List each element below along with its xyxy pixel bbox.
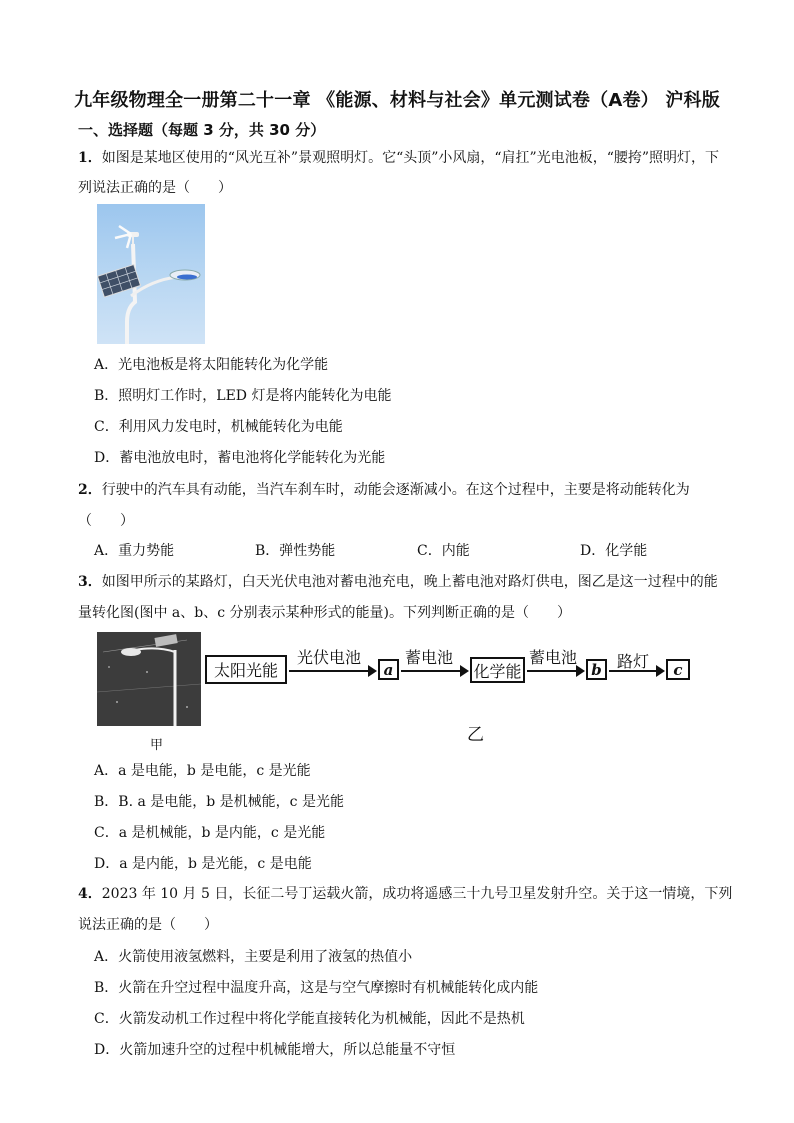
flow-box-chemical-energy: 化学能 <box>470 657 525 683</box>
question-text: 如图是某地区使用的“风光互补”景观照明灯。它“头顶”小风扇，“肩扛”光电池板，“腰挎”照明灯，下 <box>101 150 720 166</box>
flow-box-a: a <box>378 659 399 680</box>
page-title: 九年级物理全一册第二十一章 《能源、材料与社会》单元测试卷（A卷） 沪科版 <box>74 90 720 111</box>
flow-label-battery-1: 蓄电池 <box>405 648 454 667</box>
street-lamp-photo <box>97 632 201 726</box>
q1-option-d: D．蓄电池放电时，蓄电池将化学能转化为光能 <box>94 450 386 466</box>
flow-label-pv-cell: 光伏电池 <box>297 648 362 667</box>
question-2-stem-cont: （ ） <box>78 513 134 529</box>
flow-box-c: c <box>666 659 690 680</box>
flow-arrow-2 <box>401 670 467 672</box>
question-3-stem-cont: 量转化图(图中 a、b、c 分别表示某种形式的能量)。下列判断正确的是（ ） <box>78 605 571 621</box>
q2-option-c: C．内能 <box>417 543 470 559</box>
q4-option-a: A．火箭使用液氢燃料，主要是利用了液氢的热值小 <box>94 949 413 965</box>
question-number: 2． <box>78 482 102 498</box>
flow-label-street-lamp: 路灯 <box>617 652 650 671</box>
q4-option-d: D．火箭加速升空的过程中机械能增大，所以总能量不守恒 <box>94 1042 456 1058</box>
question-1-stem <box>78 147 719 167</box>
question-4-stem <box>78 883 732 903</box>
section-heading: 一、选择题（每题 3 分，共 30 分） <box>78 121 326 139</box>
q2-option-a: A．重力势能 <box>94 543 175 559</box>
q4-option-c: C．火箭发动机工作过程中将化学能直接转化为机械能，因此不是热机 <box>94 1011 525 1027</box>
flow-box-b: b <box>586 659 607 680</box>
flow-box-solar-light: 太阳光能 <box>205 655 287 684</box>
flow-arrow-1 <box>289 670 375 672</box>
energy-flow-diagram <box>205 640 695 700</box>
flow-label-battery-2: 蓄电池 <box>529 648 578 667</box>
question-1-stem-cont: 列说法正确的是（ ） <box>78 180 232 196</box>
figure-yi-caption: 乙 <box>467 725 484 745</box>
question-text: 2023 年 10 月 5 日，长征二号丁运载火箭，成功将遥感三十九号卫星发射升空。关于这一情境，下列 <box>101 886 733 902</box>
q1-option-a: A．光电池板是将太阳能转化为化学能 <box>94 357 329 373</box>
question-3-stem <box>78 571 718 591</box>
wind-solar-lamp-photo <box>97 204 205 344</box>
q2-option-b: B．弹性势能 <box>255 543 336 559</box>
q2-options-row <box>94 540 694 560</box>
q2-option-d: D．化学能 <box>580 543 648 559</box>
question-text: 行驶中的汽车具有动能，当汽车刹车时，动能会逐渐减小。在这个过程中，主要是将动能转化为 <box>101 482 690 498</box>
q1-option-b: B．照明灯工作时，LED 灯是将内能转化为电能 <box>94 388 392 404</box>
q3-option-d: D．a 是内能，b 是光能，c 是电能 <box>94 856 312 872</box>
q4-option-b: B．火箭在升空过程中温度升高，这是与空气摩擦时有机械能转化成内能 <box>94 980 539 996</box>
q3-option-b: B．B. a 是电能，b 是机械能，c 是光能 <box>94 794 344 810</box>
q3-option-a: A．a 是电能，b 是电能，c 是光能 <box>94 763 311 779</box>
question-text: 如图甲所示的某路灯，白天光伏电池对蓄电池充电，晚上蓄电池对路灯供电，图乙是这一过程中的能 <box>101 574 718 590</box>
question-2-stem <box>78 479 690 499</box>
question-number: 4． <box>78 886 102 902</box>
q3-option-c: C．a 是机械能，b 是内能，c 是光能 <box>94 825 326 841</box>
figure-jia-caption: 甲 <box>150 738 164 753</box>
flow-arrow-3 <box>527 670 583 672</box>
question-number: 3． <box>78 574 102 590</box>
question-4-stem-cont: 说法正确的是（ ） <box>78 917 218 933</box>
question-number: 1． <box>78 150 102 166</box>
q1-option-c: C．利用风力发电时，机械能转化为电能 <box>94 419 343 435</box>
